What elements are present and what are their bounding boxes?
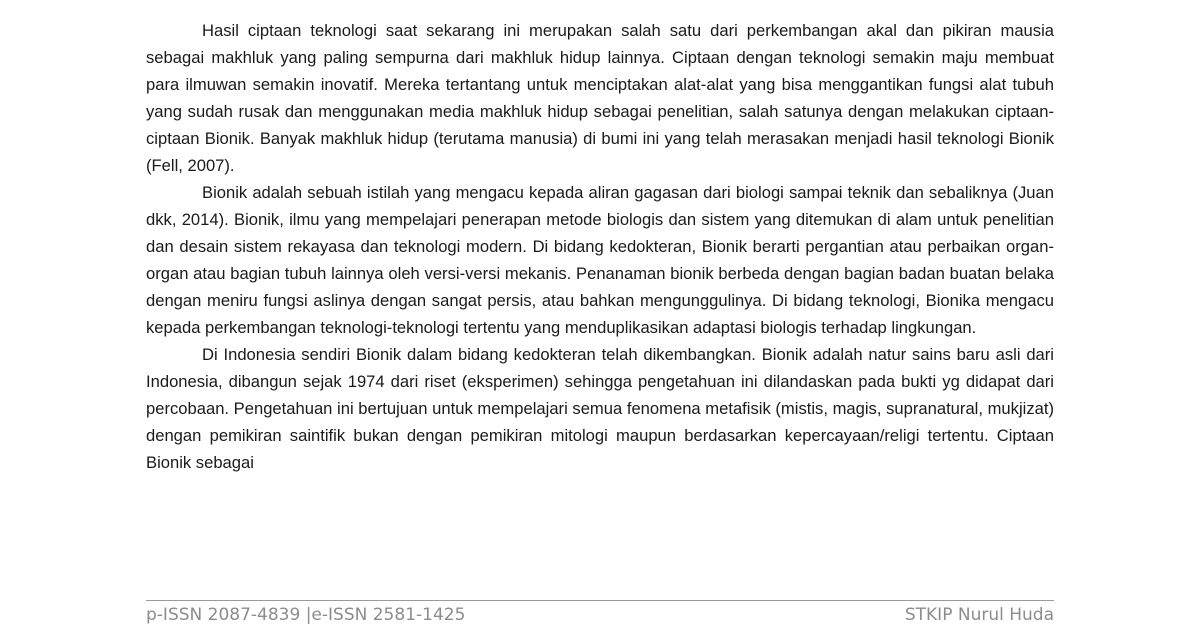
footer-divider xyxy=(146,600,1054,601)
document-body xyxy=(146,17,1054,476)
paragraph: Bionik adalah sebuah istilah yang mengacu kepada aliran gagasan dari biologi sampai teknik dan sebaliknya (Juan dkk, 2014). Bionik, ilmu yang mempelajari penerapan metode biologis dan sistem yang ditemukan di alam untuk penelitian dan desain sistem rekayasa dan teknologi modern. Di bidang kedokteran, Bionik berarti pergantian atau perbaikan organ-organ atau bagian tubuh lainnya oleh versi-versi mekanis. Penanaman bionik berbeda dengan bagian badan buatan belaka dengan meniru fungsi aslinya dengan sangat persis, atau bahkan mengunggulinya. Di bidang teknologi, Bionika mengacu kepada perkembangan teknologi-teknologi tertentu yang menduplikasikan adaptasi biologis terhadap lingkungan. xyxy=(146,183,1054,337)
footer-issn: p-ISSN 2087-4839 |e-ISSN 2581-1425 xyxy=(146,605,466,625)
paragraph: Di Indonesia sendiri Bionik dalam bidang kedokteran telah dikembangkan. Bionik adalah natur sains baru asli dari Indonesia, dibangun sejak 1974 dari riset (eksperimen) sehingga pengetahuan ini dilandaskan pada bukti yg didapat dari percobaan. Pengetahuan ini bertujuan untuk mempelajari semua fenomena metafisik (mistis, magis, supranatural, mukjizat) dengan pemikiran saintifik bukan dengan pemikiran mitologi maupun berdasarkan kepercayaan/religi tertentu. Ciptaan Bionik sebagai xyxy=(146,345,1054,472)
page-footer xyxy=(146,603,1054,627)
footer-institution: STKIP Nurul Huda xyxy=(904,605,1054,625)
paragraph: Hasil ciptaan teknologi saat sekarang ini merupakan salah satu dari perkembangan akal dan pikiran mausia sebagai makhluk yang paling sempurna dari makhluk hidup lainnya. Ciptaan dengan teknologi semakin maju membuat para ilmuwan semakin inovatif. Mereka tertantang untuk menciptakan alat-alat yang bisa menggantikan fungsi alat tubuh yang sudah rusak dan menggunakan media makhluk hidup sebagai penelitian, salah satunya dengan melakukan ciptaan-ciptaan Bionik. Banyak makhluk hidup (terutama manusia) di bumi ini yang telah merasakan menjadi hasil teknologi Bionik (Fell, 2007). xyxy=(146,21,1054,175)
